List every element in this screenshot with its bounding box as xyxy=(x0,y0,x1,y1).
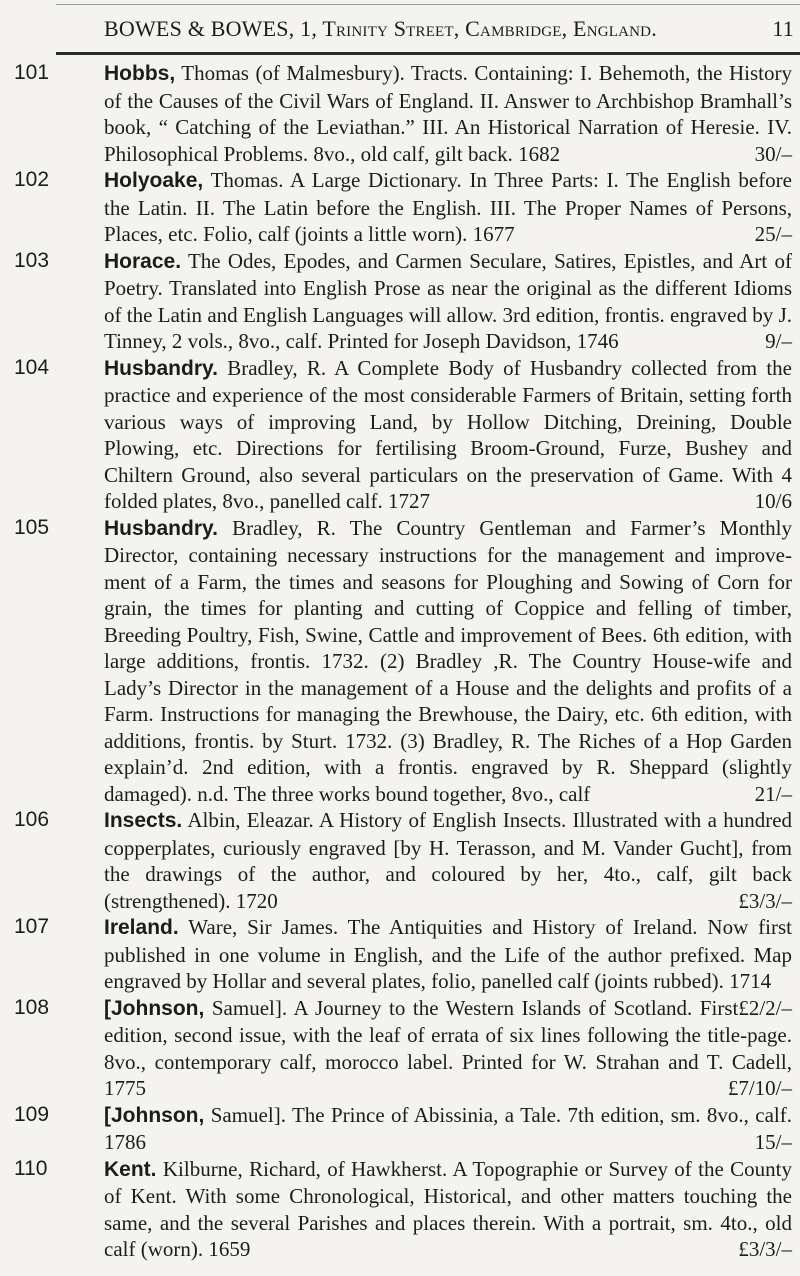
catalogue-entries xyxy=(0,60,800,1263)
entry-keyword: Husbandry. xyxy=(104,516,218,540)
entry-number: 110 xyxy=(14,1156,48,1180)
entry-text: Kilburne, Richard, of Hawkherst. A Topographie or Survey of the County of Kent. With some Chronological, Historical, and other matters touching the same, and the several Parishes and places therein. With a portrait, sm. 4to., old calf (worn). 1659 xyxy=(104,1156,792,1261)
catalogue-entry xyxy=(0,167,800,248)
entry-text: Thomas (of Malmesbury). Tracts. Containing: I. Behemoth, the History of the Causes of the Civil Wars of England. II. Answer to Archbishop Bramhall’s book, “ Catching of the Leviathan.” III. An Historical Narration of Heresie. IV. Philosophical Problems. 8vo., old calf, gilt back. 1682 xyxy=(104,61,792,166)
entry-description xyxy=(104,60,792,167)
catalogue-entry xyxy=(0,1156,800,1263)
entry-keyword: Husbandry. xyxy=(104,356,218,380)
entry-price: 21/– xyxy=(754,781,792,806)
entry-price: £3/3/– xyxy=(738,1237,792,1261)
entry-price: 10/6 xyxy=(754,489,792,513)
entry-text: Albin, Eleazar. A History of English Insects. Illustrated with a hundred copperplates, curiously engraved [by H. Terasson, and M. Vander Gucht], from the drawings of the author, and coloured by her, 4to., calf, gilt back (strengthened). 1720 xyxy=(104,808,793,913)
entry-keyword: Insects. xyxy=(104,809,183,832)
entry-price: £3/3/– xyxy=(738,888,792,913)
bookseller-name: BOWES & BOWES, xyxy=(104,16,295,41)
entry-text: Samuel]. The Prince of Abissinia, a Tale. 7th edition, sm. 8vo., calf. 1786 xyxy=(104,1102,792,1154)
entry-keyword: [Johnson, xyxy=(104,1103,205,1127)
entry-text: Ware, Sir James. The Antiquities and History of Ireland. Now first published in one volume in English, and the Life of the author prefixed. Map engraved by Hollar and several plates, folio, panelled calf (joints rubbed). 1714 xyxy=(104,915,792,993)
catalogue-entry xyxy=(0,995,800,1102)
catalogue-entry xyxy=(0,248,800,355)
top-hairline xyxy=(56,4,800,5)
entry-description xyxy=(104,1156,792,1263)
entry-description xyxy=(104,515,792,808)
entry-keyword: Horace. xyxy=(104,249,182,273)
entry-number: 109 xyxy=(14,1102,50,1126)
entry-number: 101 xyxy=(14,61,50,84)
header-rule xyxy=(56,52,800,55)
entry-price: 30/– xyxy=(754,141,792,166)
entry-number: 106 xyxy=(14,808,50,831)
bookseller-address: 1, Trinity Street, Cambridge, England. xyxy=(300,16,657,41)
entry-keyword: Hobbs, xyxy=(104,62,176,85)
entry-description xyxy=(104,355,792,515)
entry-text: The Odes, Epodes, and Carmen Seculare, Satires, Epistles, and Art of Poetry. Translated into English Prose as near the original as the different Idioms of the Latin and English Languages will allow. 3rd edition, frontis. engraved by J. Tinney, 2 vols., 8vo., calf. Printed for Joseph Davidson, 1746 xyxy=(104,248,793,353)
entry-number: 104 xyxy=(14,355,50,379)
entry-number: 103 xyxy=(14,248,50,272)
catalogue-entry xyxy=(0,355,800,515)
entry-price: 25/– xyxy=(754,222,792,246)
entry-price: £7/10/– xyxy=(727,1076,792,1100)
entry-text: Bradley, R. The Country Gentleman and Farmer’s Monthly Director, containing necessary instructions for the management and improve-ment of a Farm, the times and seasons for Ploughing and Sowing of Corn for grain, the times for planting and cutting of Coppice and felling of timber, Breeding Poultry, Fish, Swine, Cattle and improvement of Bees. 6th edition, with large additions, frontis. 1732. (2) Bradley ,R. The Country House-wife and Lady’s Director in the management of a House and the delights and profits of a Farm. Instructions for managing the Brewhouse, the Dairy, etc. 6th edition, with additions, frontis. by Sturt. 1732. (3) Bradley, R. The Riches of a Hop Garden explain’d. 2nd edition, with a frontis. engraved by R. Sheppard (slightly damaged). n.d. The three works bound together, 8vo., calf xyxy=(104,515,792,806)
entry-description xyxy=(104,1102,792,1156)
entry-price: 15/– xyxy=(754,1130,792,1154)
entry-keyword: Holyoake, xyxy=(104,169,204,192)
entry-text: Samuel]. A Journey to the Western Islands of Scotland. First edition, second issue, with the leaf of errata of six lines following the title-page. 8vo., contemporary calf, morocco label. Printed for W. Strahan and T. Cadell, 1775 xyxy=(104,995,792,1100)
entry-number: 108 xyxy=(14,995,50,1019)
catalogue-entry xyxy=(0,1102,800,1156)
catalogue-entry xyxy=(0,807,800,914)
entry-number: 107 xyxy=(14,915,50,938)
entry-keyword: [Johnson, xyxy=(104,996,205,1020)
catalogue-entry xyxy=(0,60,800,167)
entry-number: 102 xyxy=(14,168,50,191)
entry-description xyxy=(104,248,792,355)
entry-text: Thomas. A Large Dictionary. In Three Parts: I. The English before the Latin. II. The Latin before the English. III. The Proper Names of Persons, Places, etc. Folio, calf (joints a little worn). 1677 xyxy=(104,168,792,246)
entry-keyword: Ireland. xyxy=(104,916,179,939)
entry-text: Bradley, R. A Complete Body of Husbandry collected from the practice and experience of the most considerable Farmers of Britain, setting forth various ways of improving Land, by Hollow Ditching, Dreining, Double Plowing, etc. Directions for fertilising Broom-Ground, Furze, Bushey and Chiltern Ground, also several particulars on the preservation of Game. With 4 folded plates, 8vo., panelled calf. 1727 xyxy=(104,355,792,513)
catalogue-entry xyxy=(0,515,800,808)
page-header xyxy=(104,16,794,42)
page-number: 11 xyxy=(772,16,794,41)
entry-keyword: Kent. xyxy=(104,1157,157,1181)
entry-number: 105 xyxy=(14,515,50,539)
entry-price: 9/– xyxy=(765,329,792,353)
entry-description xyxy=(104,167,792,248)
entry-description xyxy=(104,807,792,914)
entry-description xyxy=(104,995,792,1102)
entry-price: £2/2/– xyxy=(738,995,792,1020)
